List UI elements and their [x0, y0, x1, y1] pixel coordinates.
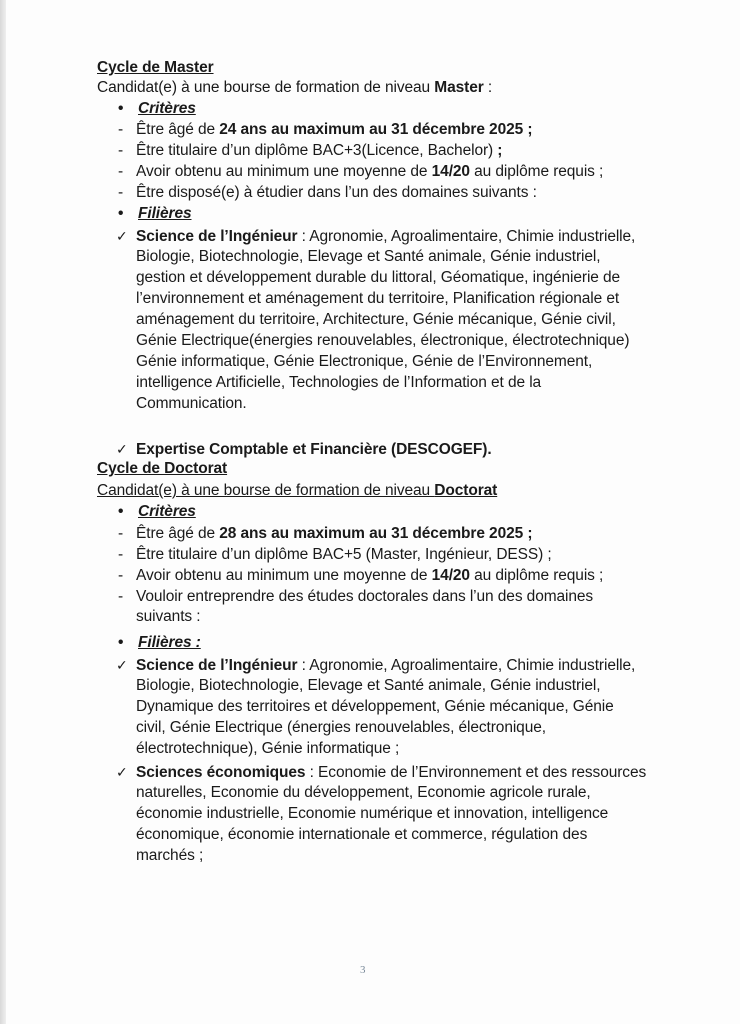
doctorat-critere-4: - Vouloir entreprendre des études doctorales dans l’un des domaines: [118, 588, 594, 605]
dash-icon: -: [118, 546, 124, 563]
dash-icon: -: [118, 142, 124, 159]
criteres-label: Critères: [138, 503, 196, 520]
dash-icon: -: [118, 567, 124, 584]
doctorat-critere-2: - Être titulaire d’un diplôme BAC+5 (Master, Ingénieur, DESS) ;: [118, 546, 552, 563]
doctorat-intro: Candidat(e) à une bourse de formation de niveau Doctorat: [97, 482, 498, 499]
doctorat-filiere-ingenieur: ✓ Science de l’Ingénieur : Agronomie, Agroalimentaire, Chimie industrielle,: [116, 657, 636, 674]
filiere-text: électrotechnique), Génie informatique ;: [136, 740, 400, 757]
bullet-icon: •: [118, 503, 124, 520]
filiere-text: économie industrielle, Economie numérique et innovation, intelligence: [136, 805, 609, 822]
master-critere-4: - Être disposé(e) à étudier dans l’un des domaines suivants :: [118, 184, 537, 201]
master-filiere-ingenieur: ✓ Science de l’Ingénieur : Agronomie, Agroalimentaire, Chimie industrielle,: [116, 228, 636, 245]
master-heading: Cycle de Master: [97, 59, 214, 76]
dash-icon: -: [118, 121, 124, 138]
critere-text: suivants :: [136, 608, 201, 625]
filiere-text: aménagement du territoire, Architecture, Génie mécanique, Génie civil,: [136, 311, 616, 328]
filiere-text: Biologie, Biotechnologie, Elevage et Santé animale, Génie industriel,: [136, 677, 601, 694]
doctorat-filiere-economie: ✓ Sciences économiques : Economie de l’Environnement et des ressources: [116, 764, 647, 781]
doctorat-criteres-bullet: [118, 502, 196, 522]
check-icon: ✓: [116, 657, 128, 673]
filieres-label: Filières: [138, 205, 192, 222]
dash-icon: -: [118, 588, 124, 605]
page-number: 3: [360, 964, 366, 976]
filieres-label: Filières :: [138, 634, 201, 651]
bullet-icon: •: [118, 100, 124, 117]
doctorat-critere-1: - Être âgé de 28 ans au maximum au 31 décembre 2025 ;: [118, 525, 533, 542]
dash-icon: -: [118, 184, 124, 201]
doctorat-heading: Cycle de Doctorat: [97, 460, 228, 477]
filiere-text: Biologie, Biotechnologie, Elevage et Santé animale, Génie industriel,: [136, 248, 601, 265]
doctorat-critere-3: - Avoir obtenu au minimum une moyenne de 14/20 au diplôme requis ;: [118, 567, 604, 584]
master-critere-2: - Être titulaire d’un diplôme BAC+3(Licence, Bachelor) ;: [118, 142, 503, 159]
filiere-text: civil, Génie Electrique (énergies renouvelables, électronique,: [136, 719, 546, 736]
filiere-text: Génie informatique, Génie Electronique, Génie de l’Environnement,: [136, 353, 593, 370]
filiere-text: Génie Electrique(énergies renouvelables, électronique, électrotechnique): [136, 332, 630, 349]
filiere-text: naturelles, Economie du développement, Economie agricole rurale,: [136, 784, 591, 801]
master-filieres-bullet: [118, 204, 191, 224]
dash-icon: -: [118, 163, 124, 180]
master-intro: Candidat(e) à une bourse de formation de niveau Master :: [97, 79, 493, 96]
master-filiere-descogef: ✓ Expertise Comptable et Financière (DESCOGEF).: [116, 441, 492, 458]
filiere-text: marchés ;: [136, 847, 204, 864]
doctorat-filieres-bullet: [118, 633, 201, 653]
filiere-text: l’environnement et aménagement du territoire, Planification régionale et: [136, 290, 620, 307]
check-icon: ✓: [116, 228, 128, 244]
check-icon: ✓: [116, 441, 128, 457]
master-critere-3: - Avoir obtenu au minimum une moyenne de 14/20 au diplôme requis ;: [118, 163, 604, 180]
filiere-text: gestion et développement durable du littoral, Géomatique, ingénierie de: [136, 269, 621, 286]
master-critere-1: - Être âgé de 24 ans au maximum au 31 décembre 2025 ;: [118, 121, 533, 138]
bullet-icon: •: [118, 205, 124, 222]
criteres-label: Critères: [138, 100, 196, 117]
master-criteres-bullet: [118, 99, 196, 119]
filiere-text: Dynamique des territoires et développement, Génie mécanique, Génie: [136, 698, 614, 715]
check-icon: ✓: [116, 764, 128, 780]
filiere-text: économique, économie internationale et commerce, régulation des: [136, 826, 588, 843]
filiere-text: Communication.: [136, 395, 247, 412]
bullet-icon: •: [118, 634, 124, 651]
dash-icon: -: [118, 525, 124, 542]
filiere-text: intelligence Artificielle, Technologies de l’Information et de la: [136, 374, 542, 391]
